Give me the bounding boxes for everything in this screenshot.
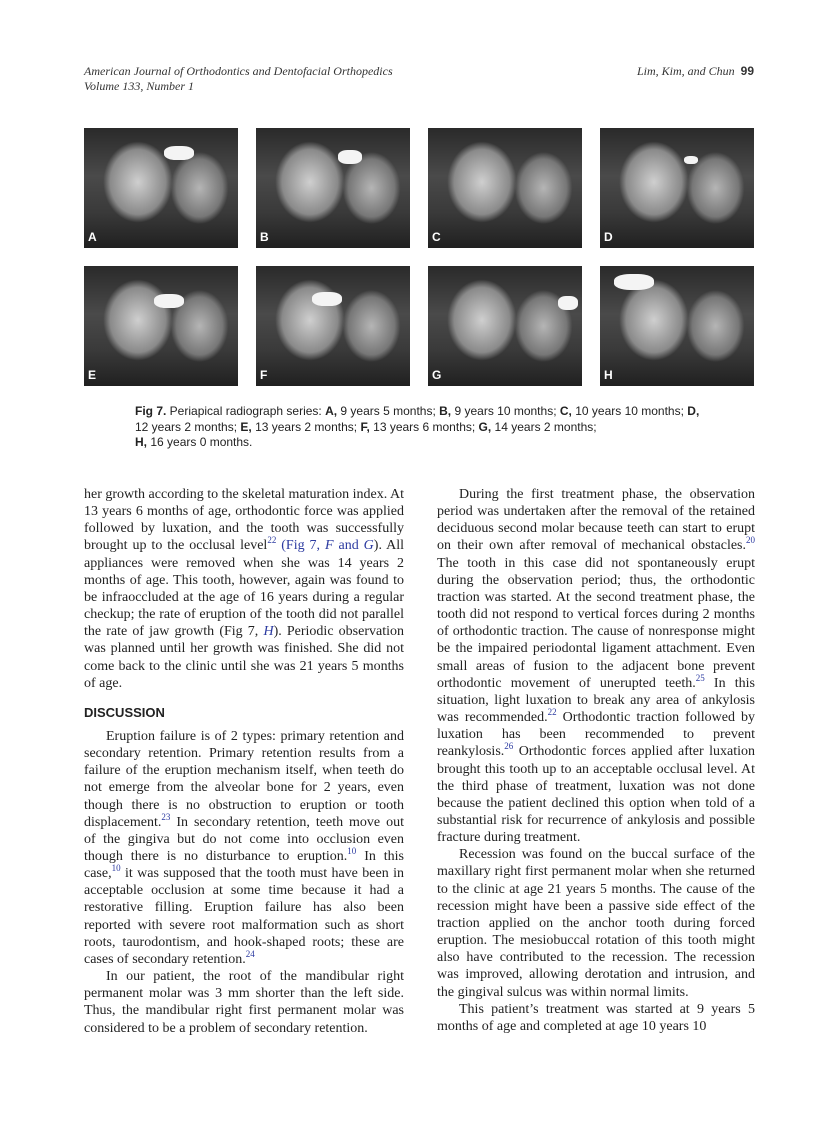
citation-link[interactable]: 25 xyxy=(695,672,705,683)
caption-value: 16 years 0 months. xyxy=(147,435,253,449)
authors: Lim, Kim, and Chun xyxy=(636,64,735,78)
text: During the first treatment phase, the observation period was undertaken after the removal of the retained deciduous second molar because teeth can start to erupt on their own after removal of mechanical obstacles. xyxy=(437,487,755,554)
caption-key: D, xyxy=(687,404,700,418)
caption-key: E, xyxy=(240,419,252,434)
text: In this situation, light luxation to break any area of ankylosis was recommended. xyxy=(437,675,755,726)
radiograph-f xyxy=(256,266,410,386)
radiograph-b xyxy=(256,128,410,248)
caption-key: A, xyxy=(325,404,338,418)
caption-label: Fig 7. xyxy=(135,404,167,418)
text: it was supposed that the tooth must have been in acceptable occlusion at some time because it had a restorative filling. Eruption failure has also been reported with severe root malformation such as short roots, taurodontism, and hook-shaped roots; these are cases of secondary retention. xyxy=(84,866,404,967)
radiograph-d xyxy=(600,128,754,248)
panel-label: G xyxy=(432,368,442,382)
citation-link[interactable]: 20 xyxy=(746,535,755,546)
journal-volume: Volume 133, Number 1 xyxy=(84,79,194,93)
panel-label: A xyxy=(88,230,97,244)
citation-link[interactable]: 10 xyxy=(347,845,357,856)
text: In this case, xyxy=(84,848,404,882)
radiograph-h xyxy=(600,266,754,386)
caption-key: F, xyxy=(360,419,370,434)
text: ). All appliances were removed when she was 14 years 2 months of age. This tooth, however, again was found to be infraoccluded at the age of 16 years during a regular checkup; the rate of eruption of the tooth did not parallel the rate of jaw growth (Fig 7, xyxy=(84,538,405,640)
paragraph: This patient’s treatment was started at 9 years 5 months of age and completed at age 10 years 10 xyxy=(437,1001,755,1034)
caption-key: G, xyxy=(478,419,492,434)
caption-key: B, xyxy=(439,404,452,418)
citation-link[interactable]: 23 xyxy=(161,811,171,822)
caption-value: 9 years 5 months; xyxy=(337,404,440,418)
panel-label: F xyxy=(260,368,268,382)
caption-key: H, xyxy=(135,435,147,449)
right-column xyxy=(437,486,755,1035)
section-heading: DISCUSSION xyxy=(84,704,165,720)
text: The tooth in this case did not spontaneously erupt during the observation period; thus, the orthodontic traction was started. At the second treatment phase, the tooth did not respond to vertical forces during 2 months of orthodontic traction. The cause of nonresponse might be the impaired periodontal ligament attachment. Even small areas of fusion to the adjacent bone prevent orthodontic movement of unerupted teeth. xyxy=(437,555,755,691)
figure-link[interactable]: H xyxy=(263,624,274,640)
paragraph xyxy=(437,486,755,846)
citation-link[interactable]: 24 xyxy=(245,948,255,959)
text: ). Periodic observation was planned until her growth was finished. She did not come back to the clinic until she was 21 years 5 months of age. xyxy=(84,624,404,691)
caption-value: 14 years 2 months; xyxy=(491,419,597,434)
paragraph xyxy=(84,728,404,968)
caption-key: C, xyxy=(559,404,572,418)
text: Eruption failure is of 2 types: primary retention and secondary retention. Primary retention results from a failure of the eruption mechanism itself, when teeth do not emerge from the alveolar bone for 2 years, even though there is no obstruction to eruption or tooth displacement. xyxy=(84,728,404,830)
figure-caption xyxy=(135,404,715,451)
paragraph: In our patient, the root of the mandibular right permanent molar was 3 mm shorter than the left side. Thus, the mandibular right first permanent molar was considered to be a problem of secondary retention. xyxy=(84,969,404,1036)
text: Orthodontic traction followed by luxation has been recommended to prevent reankylosis. xyxy=(437,710,755,760)
caption-value: 9 years 10 months; xyxy=(451,404,560,418)
caption-text: Periapical radiograph series: xyxy=(166,404,326,418)
radiograph-g xyxy=(428,266,582,386)
running-header-journal xyxy=(84,64,393,94)
caption-value: 13 years 6 months; xyxy=(369,419,479,434)
left-column xyxy=(84,486,404,1037)
panel-label: E xyxy=(88,368,97,382)
radiograph-c xyxy=(428,128,582,248)
panel-label: C xyxy=(432,230,441,244)
figure-link[interactable]: (Fig 7, F and G xyxy=(276,538,374,554)
caption-value: 10 years 10 months; xyxy=(571,404,688,418)
caption-value: 12 years 2 months; xyxy=(135,419,241,434)
paragraph xyxy=(84,486,404,692)
text: Orthodontic forces applied after luxation brought this tooth up to an acceptable occlusal level. At the third phase of treatment, luxation was not done because the patient declined this option when told of a substantial risk for recurrence of ankylosis and possible fracture during treatment. xyxy=(437,744,755,846)
text: In secondary retention, teeth move out of the gingiva but do not come into occlusion even though there is no disturbance to eruption. xyxy=(84,814,404,864)
journal-title: American Journal of Orthodontics and Dentofacial Orthopedics xyxy=(84,64,393,78)
paragraph: Recession was found on the buccal surface of the maxillary right first permanent molar when she returned to the clinic at age 21 years 5 months. The cause of the recession might have been a passive side effect of the traction applied on the anchor tooth during forced eruption. The mesiobuccal rotation of this tooth might also have contributed to the recession. The recession was improved, allowing derotation and intrusion, and the gingival sulcus was within normal limits. xyxy=(437,847,755,1000)
citation-link[interactable]: 26 xyxy=(504,741,514,752)
caption-value: 13 years 2 months; xyxy=(251,419,361,434)
radiograph-e xyxy=(84,266,238,386)
text: her growth according to the skeletal maturation index. At 13 years 6 months of age, orthodontic force was applied followed by luxation, and the tooth was successfully brought up to the occlusal level xyxy=(84,487,404,554)
panel-label: D xyxy=(604,230,613,244)
citation-link[interactable]: 22 xyxy=(547,707,557,718)
panel-label: H xyxy=(604,368,613,382)
page-number: 99 xyxy=(740,64,754,78)
citation-link[interactable]: 22 xyxy=(267,535,277,546)
citation-link[interactable]: 10 xyxy=(111,863,121,874)
running-header-authors xyxy=(637,64,754,79)
panel-label: B xyxy=(260,230,269,244)
radiograph-a xyxy=(84,128,238,248)
